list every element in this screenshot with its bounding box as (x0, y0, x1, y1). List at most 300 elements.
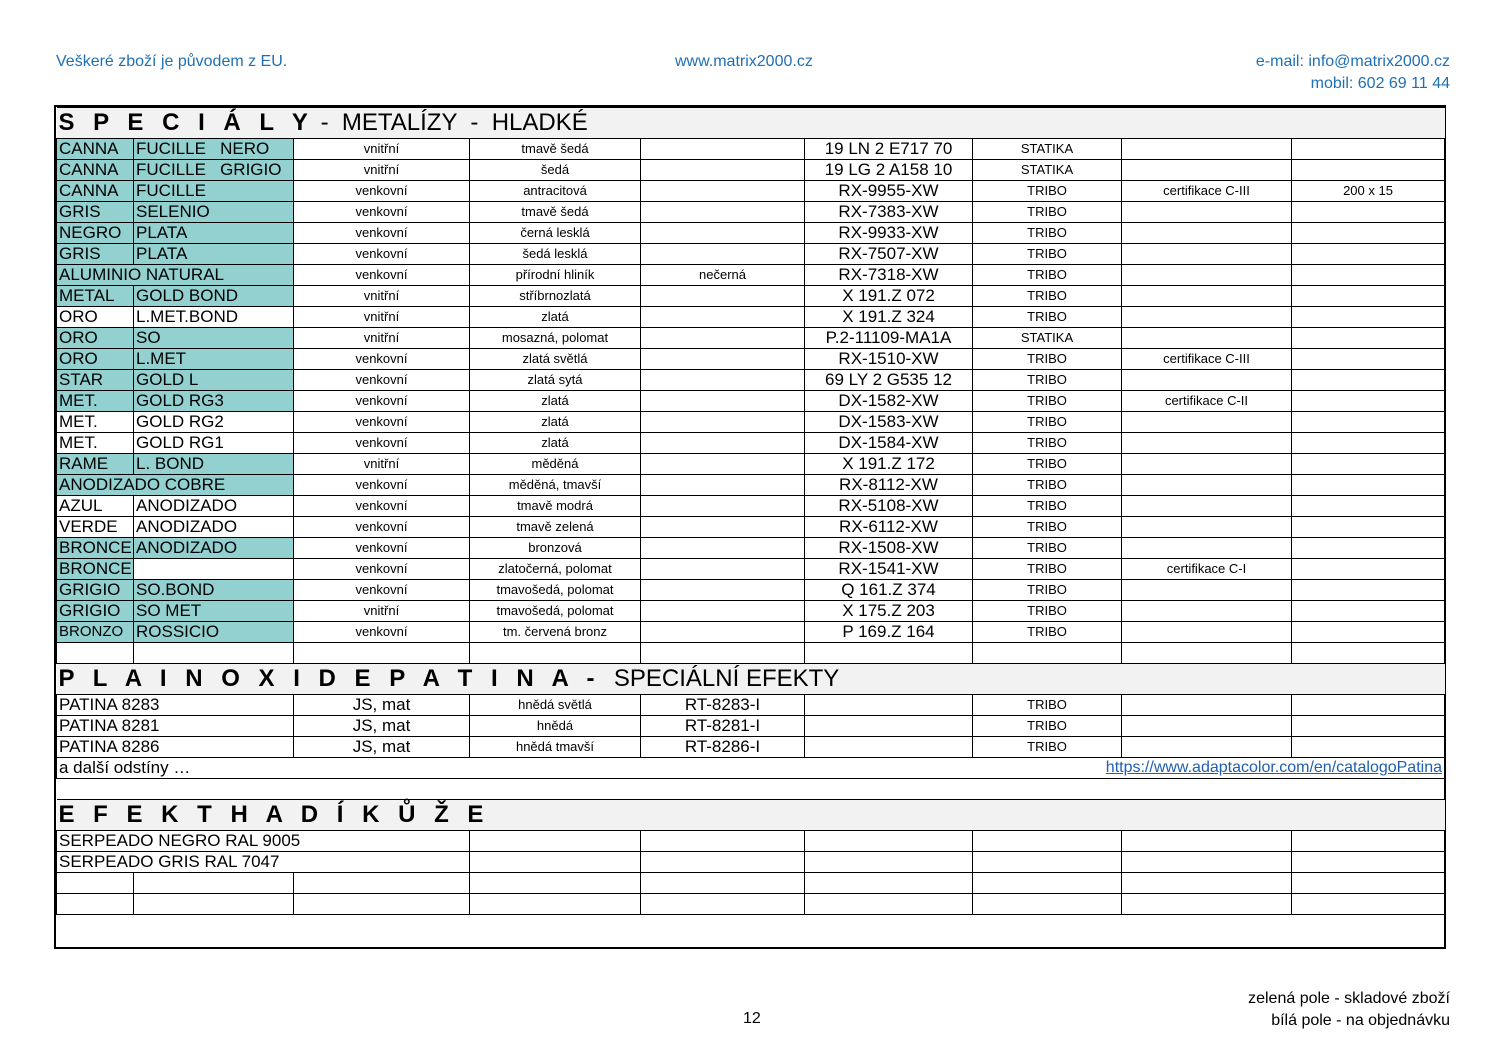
note-cell (641, 601, 805, 622)
section-patina-header (57, 664, 1445, 695)
product-code: RX-7318-XW (805, 265, 973, 286)
size-cell (1292, 307, 1445, 328)
certification: certifikace C-III (1122, 181, 1292, 202)
color-cell: tmavě šedá (470, 202, 641, 223)
product-name-a: GRIS (57, 202, 134, 223)
finish-cell: JS, mat (294, 716, 470, 737)
application-type: TRIBO (973, 559, 1122, 580)
product-name-a: GRIGIO (57, 580, 134, 601)
product-row (57, 475, 1445, 496)
product-code: RX-9955-XW (805, 181, 973, 202)
note-cell (641, 181, 805, 202)
section-title-text: SPECIÁLNÍ EFEKTY (600, 665, 840, 692)
product-row (57, 601, 1445, 622)
product-name-b: ANODIZADO (134, 517, 294, 538)
note-cell (641, 412, 805, 433)
product-row (57, 433, 1445, 454)
certification (1122, 202, 1292, 223)
product-name-b: GOLD RG2 (134, 412, 294, 433)
product-name-b: GOLD RG1 (134, 433, 294, 454)
product-name-b: SO MET (134, 601, 294, 622)
product-code: RT-8286-I (641, 737, 805, 758)
product-code: RX-9933-XW (805, 223, 973, 244)
empty-cell (805, 831, 973, 852)
note-cell (641, 559, 805, 580)
product-name-b: ANODIZADO (134, 496, 294, 517)
color-cell: stříbrnozlatá (470, 286, 641, 307)
empty-cell (1292, 643, 1445, 664)
color-cell: černá lesklá (470, 223, 641, 244)
note-cell: nečerná (641, 265, 805, 286)
product-name-a: BRONZO (57, 622, 134, 643)
certification (1122, 538, 1292, 559)
product-row (57, 538, 1445, 559)
product-name-a: GRIGIO (57, 601, 134, 622)
snake-skin-row (57, 852, 1445, 873)
note-cell (641, 139, 805, 160)
product-row (57, 559, 1445, 580)
empty-cell (470, 873, 641, 894)
product-code: 19 LN 2 E717 70 (805, 139, 973, 160)
product-code: RX-1510-XW (805, 349, 973, 370)
spacer-cell (57, 779, 1445, 800)
more-shades-row (57, 758, 1445, 779)
usage-cell: venkovní (294, 202, 470, 223)
color-cell: bronzová (470, 538, 641, 559)
certification (1122, 139, 1292, 160)
color-cell: šedá (470, 160, 641, 181)
color-cell: měděná, tmavší (470, 475, 641, 496)
size-cell (1292, 139, 1445, 160)
application-type: STATIKA (973, 328, 1122, 349)
application-type: TRIBO (973, 370, 1122, 391)
application-type: TRIBO (973, 181, 1122, 202)
empty-cell (641, 894, 805, 915)
size-cell (1292, 517, 1445, 538)
application-type: TRIBO (973, 695, 1122, 716)
product-code: RX-7383-XW (805, 202, 973, 223)
color-cell: hnědá (470, 716, 641, 737)
product-row (57, 622, 1445, 643)
product-name-b: L.MET.BOND (134, 307, 294, 328)
size-cell (1292, 538, 1445, 559)
product-name-a: NEGRO (57, 223, 134, 244)
product-name-b: ROSSICIO (134, 622, 294, 643)
usage-cell: venkovní (294, 223, 470, 244)
contact-block (1256, 51, 1450, 95)
certification (1122, 244, 1292, 265)
product-name-a: CANNA (57, 139, 134, 160)
empty-cell (973, 852, 1122, 873)
certification (1122, 454, 1292, 475)
page-number: 12 (743, 1010, 761, 1027)
product-name-a: AZUL (57, 496, 134, 517)
color-cell: hnědá světlá (470, 695, 641, 716)
empty-cell (1122, 873, 1292, 894)
product-row (57, 223, 1445, 244)
product-row (57, 160, 1445, 181)
product-code: 19 LG 2 A158 10 (805, 160, 973, 181)
product-row (57, 580, 1445, 601)
size-cell (1292, 601, 1445, 622)
product-name-a: MET. (57, 433, 134, 454)
certification (1122, 223, 1292, 244)
product-row (57, 349, 1445, 370)
empty-cell (1292, 831, 1445, 852)
application-type: TRIBO (973, 538, 1122, 559)
note-cell (641, 454, 805, 475)
size-cell (1292, 412, 1445, 433)
finish-cell: JS, mat (294, 695, 470, 716)
application-type: TRIBO (973, 517, 1122, 538)
color-cell: zlatá (470, 433, 641, 454)
product-row (57, 307, 1445, 328)
size-cell (1292, 496, 1445, 517)
spacer-row (57, 779, 1445, 800)
product-name-a: CANNA (57, 181, 134, 202)
product-row (57, 517, 1445, 538)
usage-cell: venkovní (294, 265, 470, 286)
application-type: TRIBO (973, 716, 1122, 737)
empty-row (57, 643, 1445, 664)
note-cell (641, 370, 805, 391)
patina-name: PATINA 8281 (57, 716, 294, 737)
usage-cell: vnitřní (294, 286, 470, 307)
color-cell: zlatočerná, polomat (470, 559, 641, 580)
application-type: TRIBO (973, 496, 1122, 517)
product-row (57, 286, 1445, 307)
product-row (57, 202, 1445, 223)
color-cell: zlatá (470, 412, 641, 433)
product-name-a: ORO (57, 349, 134, 370)
product-code: RX-1541-XW (805, 559, 973, 580)
product-name-a: STAR (57, 370, 134, 391)
application-type: TRIBO (973, 244, 1122, 265)
note-cell (641, 433, 805, 454)
color-cell: antracitová (470, 181, 641, 202)
certification (1122, 307, 1292, 328)
snake-skin-name: SERPEADO GRIS RAL 7047 (57, 852, 470, 873)
product-code: RX-6112-XW (805, 517, 973, 538)
empty-cell (973, 643, 1122, 664)
empty-cell (470, 852, 641, 873)
product-code: DX-1583-XW (805, 412, 973, 433)
product-row (57, 370, 1445, 391)
usage-cell: venkovní (294, 622, 470, 643)
product-name-b: SO (134, 328, 294, 349)
empty-cell (134, 873, 294, 894)
product-row (57, 265, 1445, 286)
color-cell: mosazná, polomat (470, 328, 641, 349)
color-cell: zlatá světlá (470, 349, 641, 370)
empty-cell (1122, 831, 1292, 852)
color-cell: šedá lesklá (470, 244, 641, 265)
empty-cell (805, 873, 973, 894)
patina-row (57, 695, 1445, 716)
color-cell: zlatá (470, 391, 641, 412)
color-cell: přírodní hliník (470, 265, 641, 286)
note-cell (641, 517, 805, 538)
note-cell (641, 202, 805, 223)
note-cell (641, 580, 805, 601)
legend (1248, 988, 1450, 1032)
size-cell (1292, 160, 1445, 181)
empty-cell (805, 716, 973, 737)
empty-cell (641, 643, 805, 664)
usage-cell: venkovní (294, 538, 470, 559)
certification (1122, 265, 1292, 286)
note-cell (641, 538, 805, 559)
certification (1122, 622, 1292, 643)
empty-cell (294, 643, 470, 664)
usage-cell: venkovní (294, 181, 470, 202)
product-name-a: BRONCE (57, 559, 134, 580)
empty-cell (1122, 695, 1292, 716)
empty-cell (973, 831, 1122, 852)
product-row (57, 328, 1445, 349)
certification (1122, 412, 1292, 433)
note-cell (641, 496, 805, 517)
empty-cell (1292, 695, 1445, 716)
product-row (57, 244, 1445, 265)
catalog-link[interactable]: https://www.adaptacolor.com/en/catalogoPatina (641, 758, 1445, 779)
usage-cell: venkovní (294, 496, 470, 517)
size-cell (1292, 475, 1445, 496)
product-code: DX-1582-XW (805, 391, 973, 412)
size-cell (1292, 328, 1445, 349)
product-code: X 191.Z 072 (805, 286, 973, 307)
empty-cell (57, 894, 134, 915)
certification (1122, 286, 1292, 307)
section-specialy-header (57, 108, 1445, 139)
section-title-bold: S P E C I Á L Y (58, 109, 314, 136)
note-cell (641, 244, 805, 265)
size-cell (1292, 391, 1445, 412)
size-cell: 200 x 15 (1292, 181, 1445, 202)
email-text[interactable]: e-mail: info@matrix2000.cz (1255, 53, 1450, 70)
patina-name: PATINA 8283 (57, 695, 294, 716)
empty-cell (973, 873, 1122, 894)
usage-cell: vnitřní (294, 328, 470, 349)
certification: certifikace C-II (1122, 391, 1292, 412)
color-cell: tmavošedá, polomat (470, 601, 641, 622)
empty-cell (1292, 894, 1445, 915)
usage-cell: vnitřní (294, 307, 470, 328)
empty-cell (470, 643, 641, 664)
application-type: TRIBO (973, 601, 1122, 622)
certification (1122, 370, 1292, 391)
application-type: TRIBO (973, 412, 1122, 433)
empty-cell (57, 873, 134, 894)
usage-cell: vnitřní (294, 601, 470, 622)
empty-cell (294, 873, 470, 894)
note-cell (641, 160, 805, 181)
certification: certifikace C-I (1122, 559, 1292, 580)
product-code: X 175.Z 203 (805, 601, 973, 622)
application-type: TRIBO (973, 622, 1122, 643)
origin-note: Veškeré zboží je původem z EU. (56, 53, 288, 70)
snake-skin-row (57, 831, 1445, 852)
certification (1122, 433, 1292, 454)
product-name-a: ORO (57, 328, 134, 349)
empty-cell (805, 852, 973, 873)
product-name-a: ORO (57, 307, 134, 328)
product-name-a: VERDE (57, 517, 134, 538)
product-name-b: GOLD BOND (134, 286, 294, 307)
application-type: TRIBO (973, 433, 1122, 454)
usage-cell: venkovní (294, 349, 470, 370)
certification (1122, 517, 1292, 538)
section-title-text: - METALÍZY - HLADKÉ (313, 109, 588, 136)
empty-cell (805, 643, 973, 664)
product-code: RX-7507-XW (805, 244, 973, 265)
product-name-a: MET. (57, 412, 134, 433)
product-code: RX-8112-XW (805, 475, 973, 496)
website-link[interactable]: www.matrix2000.cz (675, 53, 813, 70)
usage-cell: venkovní (294, 370, 470, 391)
certification (1122, 601, 1292, 622)
application-type: TRIBO (973, 223, 1122, 244)
product-row (57, 181, 1445, 202)
color-cell: hnědá tmavší (470, 737, 641, 758)
empty-cell (805, 695, 973, 716)
product-code: P 169.Z 164 (805, 622, 973, 643)
product-name-b: GOLD L (134, 370, 294, 391)
empty-cell (1122, 643, 1292, 664)
empty-cell (1122, 716, 1292, 737)
product-row (57, 496, 1445, 517)
empty-row (57, 873, 1445, 894)
product-code: RX-1508-XW (805, 538, 973, 559)
application-type: TRIBO (973, 475, 1122, 496)
mobile-text: mobil: 602 69 11 44 (1310, 75, 1450, 92)
patina-row (57, 737, 1445, 758)
product-name-a: GRIS (57, 244, 134, 265)
note-cell (641, 328, 805, 349)
application-type: STATIKA (973, 139, 1122, 160)
usage-cell: venkovní (294, 244, 470, 265)
color-cell: tmavě modrá (470, 496, 641, 517)
product-name-b: ANODIZADO (134, 538, 294, 559)
note-cell (641, 286, 805, 307)
product-name-a: CANNA (57, 160, 134, 181)
empty-cell (57, 643, 134, 664)
product-name-b: FUCILLE NERO (134, 139, 294, 160)
empty-cell (1122, 894, 1292, 915)
color-cell: zlatá (470, 307, 641, 328)
size-cell (1292, 559, 1445, 580)
patina-row (57, 716, 1445, 737)
empty-cell (1292, 852, 1445, 873)
usage-cell: venkovní (294, 517, 470, 538)
empty-cell (294, 894, 470, 915)
product-row (57, 139, 1445, 160)
section-title (57, 664, 1445, 695)
size-cell (1292, 580, 1445, 601)
product-name-b: FUCILLE GRIGIO (134, 160, 294, 181)
product-name-b: L. BOND (134, 454, 294, 475)
product-name-b: SELENIO (134, 202, 294, 223)
size-cell (1292, 622, 1445, 643)
price-table-sheet (54, 105, 1446, 949)
patina-name: PATINA 8286 (57, 737, 294, 758)
product-row (57, 412, 1445, 433)
color-cell: měděná (470, 454, 641, 475)
product-name-b: FUCILLE (134, 181, 294, 202)
note-cell (641, 475, 805, 496)
empty-cell (470, 894, 641, 915)
size-cell (1292, 454, 1445, 475)
application-type: TRIBO (973, 286, 1122, 307)
size-cell (1292, 286, 1445, 307)
product-code: X 191.Z 172 (805, 454, 973, 475)
empty-row (57, 894, 1445, 915)
note-cell (641, 223, 805, 244)
more-shades-text: a další odstíny … (57, 758, 641, 779)
application-type: TRIBO (973, 202, 1122, 223)
size-cell (1292, 265, 1445, 286)
product-code: RT-8281-I (641, 716, 805, 737)
color-cell: tmavošedá, polomat (470, 580, 641, 601)
section-title (57, 108, 1445, 139)
usage-cell: vnitřní (294, 454, 470, 475)
snake-skin-name: SERPEADO NEGRO RAL 9005 (57, 831, 470, 852)
product-name-b: GOLD RG3 (134, 391, 294, 412)
legend-white: bílá pole - na objednávku (1271, 1012, 1450, 1029)
color-cell: tm. červená bronz (470, 622, 641, 643)
product-name-b: PLATA (134, 244, 294, 265)
product-code: X 191.Z 324 (805, 307, 973, 328)
application-type: TRIBO (973, 580, 1122, 601)
certification (1122, 496, 1292, 517)
certification (1122, 160, 1292, 181)
usage-cell: venkovní (294, 580, 470, 601)
empty-cell (805, 737, 973, 758)
size-cell (1292, 244, 1445, 265)
usage-cell: vnitřní (294, 139, 470, 160)
size-cell (1292, 202, 1445, 223)
product-row (57, 391, 1445, 412)
finish-cell: JS, mat (294, 737, 470, 758)
note-cell (641, 307, 805, 328)
section-title (57, 800, 1445, 831)
application-type: STATIKA (973, 160, 1122, 181)
usage-cell: venkovní (294, 391, 470, 412)
usage-cell: venkovní (294, 559, 470, 580)
empty-cell (1292, 716, 1445, 737)
section-title-bold: E F E K T H A D Í K Ů Ž E (58, 801, 490, 828)
product-name-b: SO.BOND (134, 580, 294, 601)
usage-cell: venkovní (294, 475, 470, 496)
note-cell (641, 349, 805, 370)
product-code: 69 LY 2 G535 12 (805, 370, 973, 391)
section-snake-skin-header (57, 800, 1445, 831)
product-name-a: MET. (57, 391, 134, 412)
application-type: TRIBO (973, 454, 1122, 475)
product-code: RT-8283-I (641, 695, 805, 716)
certification (1122, 580, 1292, 601)
note-cell (641, 622, 805, 643)
color-cell: zlatá sytá (470, 370, 641, 391)
usage-cell: venkovní (294, 433, 470, 454)
empty-cell (1292, 737, 1445, 758)
size-cell (1292, 349, 1445, 370)
certification: certifikace C-III (1122, 349, 1292, 370)
product-name-b: PLATA (134, 223, 294, 244)
empty-cell (641, 852, 805, 873)
certification (1122, 328, 1292, 349)
product-name-b: L.MET (134, 349, 294, 370)
